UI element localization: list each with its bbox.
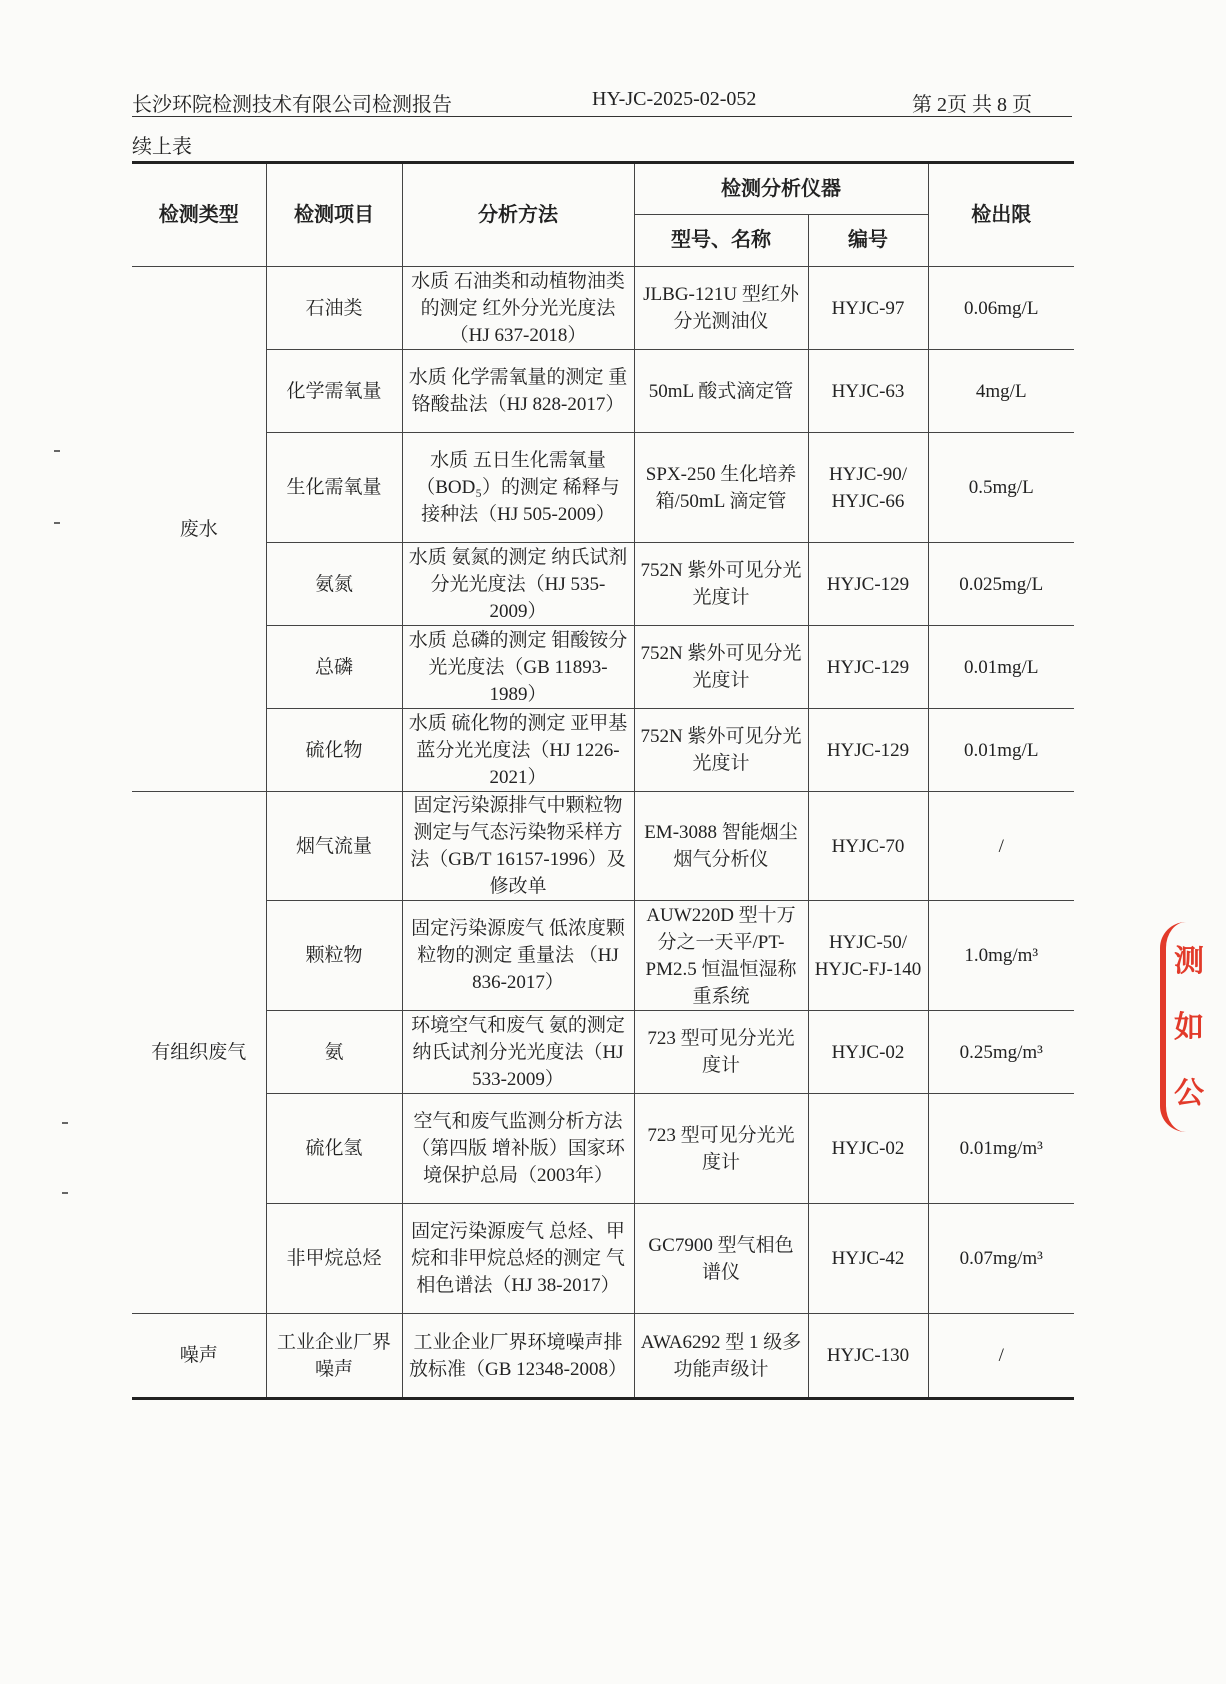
report-number: HY-JC-2025-02-052 [592,88,757,110]
limit-cell: 0.07mg/m³ [928,1204,1074,1314]
col-header-instrument: 检测分析仪器 [634,163,928,215]
table-row [132,709,1074,792]
page-number: 第 2页 共 8 页 [912,94,1032,116]
limit-cell: 0.06mg/L [928,267,1074,350]
table-row [132,350,1074,433]
scan-mark [54,522,60,524]
method-cell: 水质 石油类和动植物油类的测定 红外分光光度法（HJ 637-2018） [402,267,634,350]
red-seal-stamp: 测 如 公 [1160,922,1226,1132]
item-cell: 硫化物 [266,709,402,792]
method-cell: 固定污染源排气中颗粒物测定与气态污染物采样方法（GB/T 16157-1996）及修改单 [402,792,634,901]
limit-cell: 0.01mg/m³ [928,1094,1074,1204]
serial-cell: HYJC-130 [808,1314,928,1399]
method-cell: 水质 氨氮的测定 纳氏试剂分光光度法（HJ 535-2009） [402,543,634,626]
serial-cell: HYJC-02 [808,1094,928,1204]
col-header-limit: 检出限 [928,163,1074,267]
item-cell: 化学需氧量 [266,350,402,433]
table-row [132,267,1074,350]
model-cell: 752N 紫外可见分光光度计 [634,543,808,626]
model-cell: 723 型可见分光光度计 [634,1094,808,1204]
col-header-model: 型号、名称 [634,215,808,267]
method-cell: 工业企业厂界环境噪声排放标准（GB 12348-2008） [402,1314,634,1399]
serial-cell: HYJC-97 [808,267,928,350]
model-cell: AUW220D 型十万分之一天平/PT-PM2.5 恒温恒湿称重系统 [634,901,808,1011]
method-cell: 空气和废气监测分析方法（第四版 增补版）国家环境保护总局（2003年） [402,1094,634,1204]
model-cell: 50mL 酸式滴定管 [634,350,808,433]
limit-cell: 1.0mg/m³ [928,901,1074,1011]
serial-cell: HYJC-02 [808,1011,928,1094]
serial-cell: HYJC-129 [808,543,928,626]
item-cell: 非甲烷总烃 [266,1204,402,1314]
limit-cell: / [928,1314,1074,1399]
limit-cell: 0.25mg/m³ [928,1011,1074,1094]
model-cell: 723 型可见分光光度计 [634,1011,808,1094]
method-cell: 水质 五日生化需氧量（BOD₅）的测定 稀释与接种法（HJ 505-2009） [402,433,634,543]
scan-mark [62,1192,68,1194]
limit-cell: 0.01mg/L [928,626,1074,709]
item-cell: 生化需氧量 [266,433,402,543]
item-cell: 石油类 [266,267,402,350]
table-row [132,1314,1074,1399]
table-row [132,1094,1074,1204]
table-row [132,1011,1074,1094]
test-method-table [132,161,1074,1400]
serial-cell: HYJC-50/ HYJC-FJ-140 [808,901,928,1011]
col-header-method: 分析方法 [402,163,634,267]
model-cell: 752N 紫外可见分光光度计 [634,709,808,792]
limit-cell: 0.025mg/L [928,543,1074,626]
method-cell: 水质 化学需氧量的测定 重铬酸盐法（HJ 828-2017） [402,350,634,433]
serial-cell: HYJC-90/ HYJC-66 [808,433,928,543]
category-cell: 有组织废气 [132,792,266,1314]
model-cell: 752N 紫外可见分光光度计 [634,626,808,709]
item-cell: 总磷 [266,626,402,709]
col-header-serial: 编号 [808,215,928,267]
serial-cell: HYJC-63 [808,350,928,433]
scan-mark [62,1122,68,1124]
method-cell: 水质 硫化物的测定 亚甲基蓝分光光度法（HJ 1226-2021） [402,709,634,792]
item-cell: 颗粒物 [266,901,402,1011]
col-header-item: 检测项目 [266,163,402,267]
method-cell: 固定污染源废气 低浓度颗粒物的测定 重量法 （HJ 836-2017） [402,901,634,1011]
table-row [132,1204,1074,1314]
company-report-title: 长沙环院检测技术有限公司检测报告 [132,94,452,116]
continued-label: 续上表 [132,136,192,158]
serial-cell: HYJC-70 [808,792,928,901]
serial-cell: HYJC-129 [808,626,928,709]
item-cell: 硫化氢 [266,1094,402,1204]
limit-cell: / [928,792,1074,901]
item-cell: 工业企业厂界噪声 [266,1314,402,1399]
limit-cell: 0.5mg/L [928,433,1074,543]
table-row [132,626,1074,709]
model-cell: AWA6292 型 1 级多功能声级计 [634,1314,808,1399]
category-cell: 废水 [132,267,266,792]
serial-cell: HYJC-42 [808,1204,928,1314]
table-row [132,433,1074,543]
col-header-category: 检测类型 [132,163,266,267]
model-cell: GC7900 型气相色谱仪 [634,1204,808,1314]
serial-cell: HYJC-129 [808,709,928,792]
limit-cell: 4mg/L [928,350,1074,433]
table-row [132,543,1074,626]
item-cell: 烟气流量 [266,792,402,901]
model-cell: SPX-250 生化培养箱/50mL 滴定管 [634,433,808,543]
category-cell: 噪声 [132,1314,266,1399]
item-cell: 氨 [266,1011,402,1094]
page-header [132,88,1072,117]
table-row [132,792,1074,901]
table-row [132,901,1074,1011]
model-cell: EM-3088 智能烟尘烟气分析仪 [634,792,808,901]
method-cell: 水质 总磷的测定 钼酸铵分光光度法（GB 11893-1989） [402,626,634,709]
model-cell: JLBG-121U 型红外分光测油仪 [634,267,808,350]
method-cell: 环境空气和废气 氨的测定 纳氏试剂分光光度法（HJ 533-2009） [402,1011,634,1094]
limit-cell: 0.01mg/L [928,709,1074,792]
item-cell: 氨氮 [266,543,402,626]
scan-mark [54,450,60,452]
method-cell: 固定污染源废气 总烃、甲烷和非甲烷总烃的测定 气相色谱法（HJ 38-2017） [402,1204,634,1314]
